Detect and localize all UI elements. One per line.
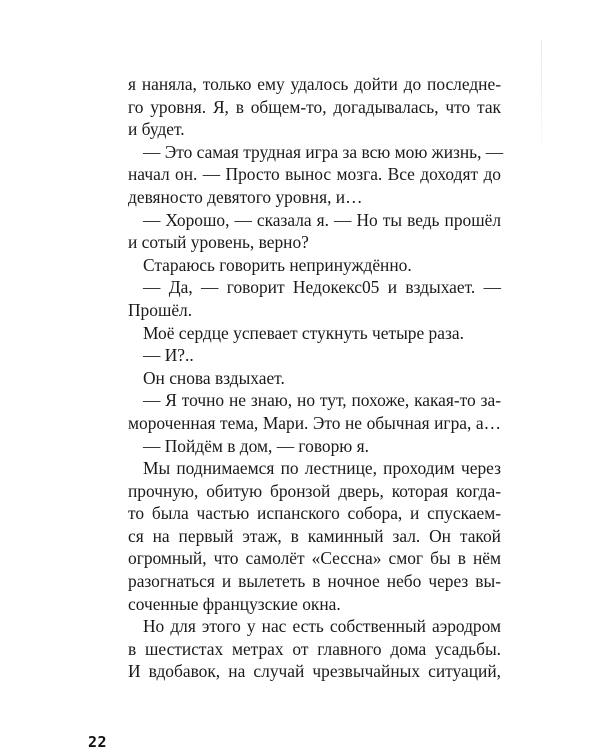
text-line: — Пойдём в дом, — говорю я. (143, 435, 369, 456)
text-line: — Хорошо, — сказала я. — Но ты ведь прошёл (143, 209, 501, 230)
text-line: ся на первый этаж, в каминный зал. Он такой (128, 525, 501, 546)
text-line: Прошёл. (128, 299, 193, 320)
text-line: девяносто девятого уровня, и… (128, 186, 363, 207)
text-line: разогнаться и вылететь в ночное небо через вы- (128, 571, 501, 592)
text-line: начал он. — Просто вынос мозга. Все доходят до (128, 164, 501, 185)
page-edge-mark (541, 40, 542, 145)
page-number: 22 (88, 733, 108, 751)
text-line: — И?.. (143, 345, 194, 366)
text-line: и сотый уровень, верно? (128, 232, 309, 253)
text-line: я наняла, только ему удалось дойти до последне- (128, 74, 501, 94)
text-line: Моё сердце успевает стукнуть четыре раза. (143, 322, 464, 343)
text-line: в шестистах метрах от главного дома усадьбы. (128, 638, 501, 659)
text-line: И вдобавок, на случай чрезвычайных ситуаций, (128, 661, 501, 682)
text-line: мороченная тема, Мари. Это не обычная игра, а… (128, 412, 501, 433)
text-line: Стараюсь говорить непринуждённо. (143, 254, 412, 275)
text-line: прочную, обитую бронзой дверь, которая когда- (128, 480, 501, 501)
body-text (128, 73, 504, 683)
text-line: то была частью испанского собора, и спускаем- (128, 503, 501, 524)
text-line: — Да, — говорит Недокекс05 и вздыхает. — (143, 277, 501, 298)
text-line: Он снова вздыхает. (143, 367, 285, 388)
text-line: — Я точно не знаю, но тут, похоже, какая-то за- (143, 390, 501, 411)
text-line: и будет. (128, 119, 185, 140)
text-line: огромный, что самолёт «Сессна» смог бы в нём (128, 548, 501, 569)
text-line: го уровня. Я, в общем-то, догадывалась, что так (128, 96, 501, 117)
text-line: соченные французские окна. (128, 593, 341, 614)
text-line: — Это самая трудная игра за всю мою жизнь, — (143, 141, 504, 162)
text-line: Но для этого у нас есть собственный аэродром (143, 616, 501, 637)
text-line: Мы поднимаемся по лестнице, проходим через (143, 458, 501, 479)
